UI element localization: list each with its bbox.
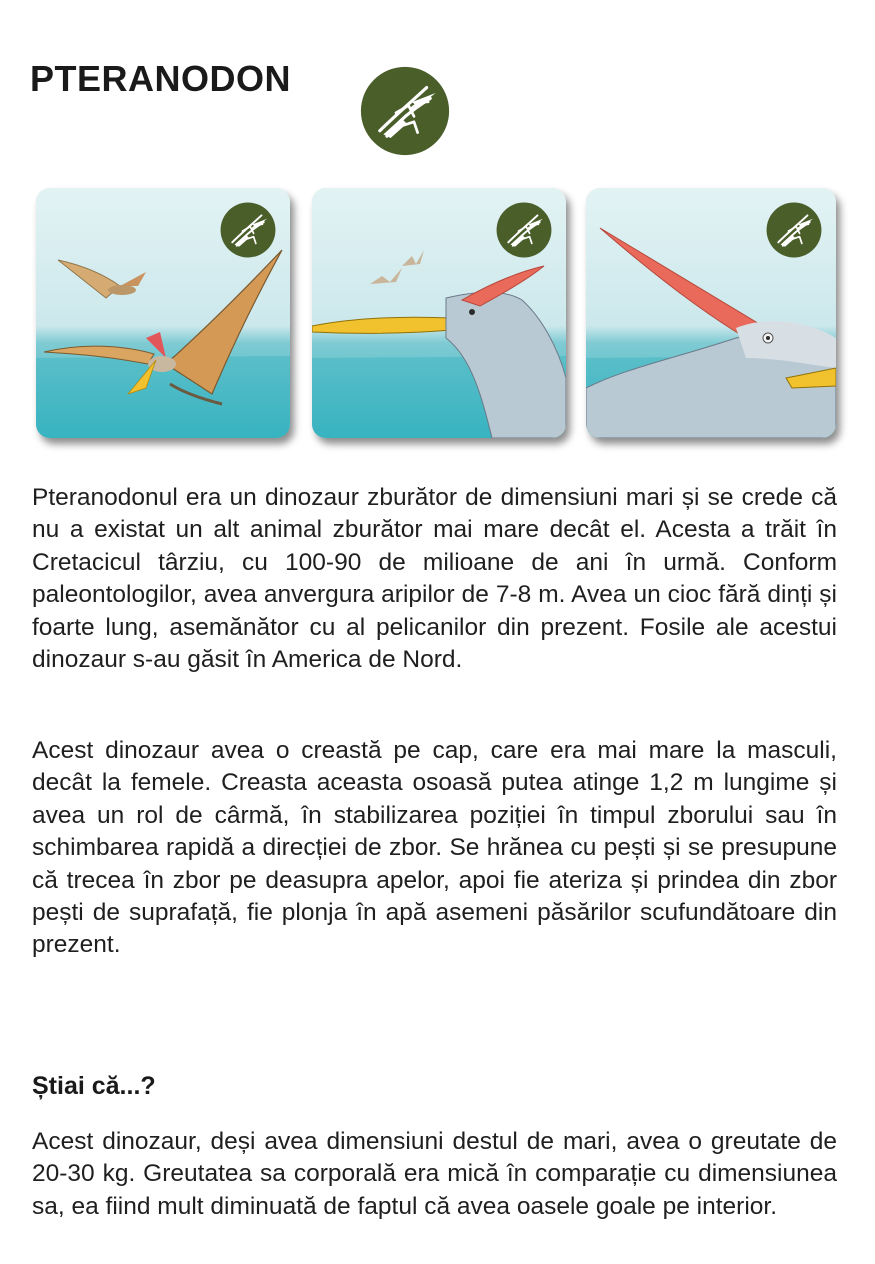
pterosaur-silhouette-icon: [220, 202, 276, 258]
description-paragraph-2: Acest dinozaur avea o creastă pe cap, care era mai mare la masculi, decât la femele. Creasta aceasta osoasă putea atinge 1,2 m lungime și avea un rol de cârmă, în stabilizarea poziției în timpul zborului sau în schimbarea rapidă a direcției de zbor. Se hrănea cu pești și se presupune că trecea în zbor pe deasupra apelor, apoi fie ateriza și prindea din zbor pești de suprafață, fie plonja în apă asemeni păsărilor scufundătoare din prezent.: [32, 737, 837, 959]
description-paragraph-1: Pteranodonul era un dinozaur zburător de dimensiuni mari și se crede că nu a existat un alt animal zburător mai mare decât el. Acesta a trăit în Cretacicul târziu, cu 100-90 de milioane de ani în urmă. Conform paleontologilor, avea anvergura aripilor de 7-8 m. Avea un cioc fără dinți și foarte lung, asemănător cu al pelicanilor din prezent. Fosile ale acestui dinozaur s-au găsit în America de Nord.: [32, 484, 837, 674]
page-title: PTERANODON: [30, 58, 292, 99]
tile-full-view: [36, 188, 290, 438]
tile-crest-closeup: [586, 188, 836, 438]
fact-heading: Știai că...?: [32, 1072, 156, 1100]
pterosaur-silhouette-icon: [496, 202, 552, 258]
pterosaur-silhouette-icon: [360, 66, 450, 156]
pterosaur-silhouette-icon: [766, 202, 822, 258]
fact-paragraph: Acest dinozaur, deși avea dimensiuni destul de mari, avea o greutate de 20-30 kg. Greutatea sa corporală era mică în comparație cu dimensiunea sa, ea fiind mult diminuată de faptul că avea oasele goale pe interior.: [32, 1128, 837, 1220]
tile-head-view: [312, 188, 566, 438]
